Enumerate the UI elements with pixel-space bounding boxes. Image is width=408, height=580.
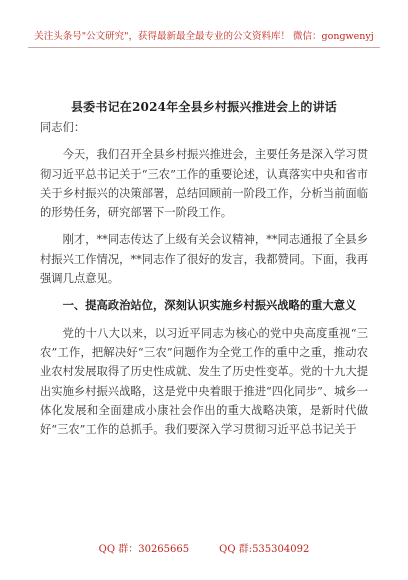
header-divider [28, 47, 380, 48]
footer-qq-group-2: QQ 群:535304092 [219, 544, 310, 555]
section-paragraph: 党的十八大以来，以习近平同志为核心的党中央高度重视“三农”工作，把解决好“三农”问题作为全党工作的重中之重，推动农业农村发展取得了历史性成就、发生了历史性变革。党的十九大提出实施乡村振兴战略，这是党中央着眼于推进“四化同步”、城乡一体化发展和全面建成小康社会作出的重大战略决策，是新时代做好“三农”工作的总抓手。我们要深入学习贯彻习近平总书记关于 [40, 326, 368, 437]
footer-qq-group-1: QQ 群：30265665 [98, 544, 190, 555]
paragraph-2: 刚才，**同志传达了上级有关会议精神，**同志通报了全县乡村振兴工作情况，**同志作了很好的发言，我都赞同。下面，我再强调几点意见。 [40, 233, 368, 286]
document-title: 县委书记在2024年全县乡村振兴推进会上的讲话 [70, 100, 337, 114]
section-heading: 一、提高政治站位，深刻认识实施乡村振兴战略的重大意义 [62, 298, 357, 313]
paragraph-1: 今天，我们召开全县乡村振兴推进会，主要任务是深入学习贯彻习近平总书记关于“三农”工作的重要论述，认真落实中央和省市关于乡村振兴的决策部署，总结回顾前一阶段工作，分析当前面临的形势任务，研究部署下一阶段工作。 [40, 148, 368, 220]
header-banner: 关注头条号"公文研究"，获得最新最全最专业的公文资料库！ 微信：gongwenyj [34, 31, 374, 42]
salutation: 同志们： [40, 121, 86, 134]
document-body [40, 118, 368, 447]
footer-contact [0, 540, 408, 555]
